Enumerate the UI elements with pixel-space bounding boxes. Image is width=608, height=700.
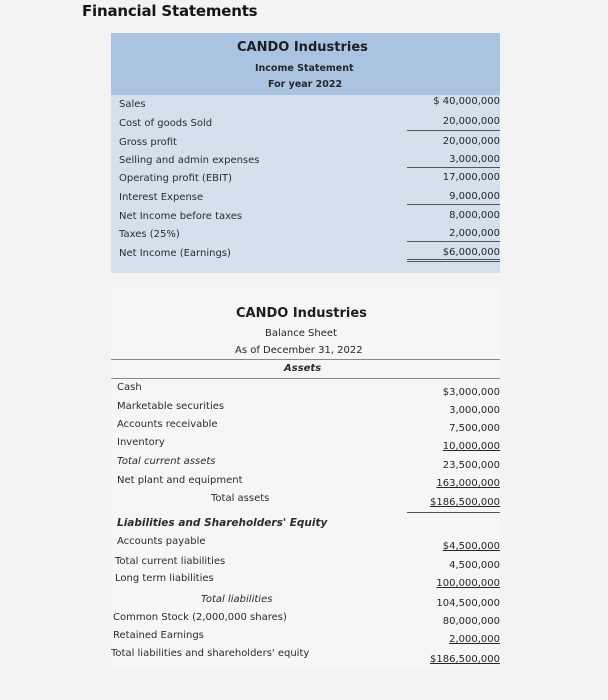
asset-value-total-assets: $186,500,000 <box>430 497 500 508</box>
balance-company-name: CANDO Industries <box>236 306 367 321</box>
balance-header-rule <box>111 359 500 360</box>
income-subtotal-rule <box>407 167 500 168</box>
asset-value-total-current: 23,500,000 <box>442 460 500 471</box>
income-value-net-income: $6,000,000 <box>442 247 500 258</box>
income-value-taxes: 2,000,000 <box>449 228 500 239</box>
income-subtotal-rule <box>407 204 500 205</box>
income-value-ebit: 17,000,000 <box>442 172 500 183</box>
balance-statement-title: Balance Sheet <box>265 328 337 339</box>
asset-value-inventory: 10,000,000 <box>442 441 500 452</box>
income-label-cogs: Cost of goods Sold <box>119 118 213 129</box>
income-value-net-before-tax: 8,000,000 <box>449 210 500 221</box>
income-company-name: CANDO Industries <box>237 40 368 55</box>
equity-label-retained-earnings: Retained Earnings <box>113 630 204 641</box>
total-liab-equity-value: $186,500,000 <box>430 654 500 665</box>
asset-label-net-plant: Net plant and equipment <box>117 475 243 486</box>
income-value-interest: 9,000,000 <box>449 191 500 202</box>
income-value-gross-profit: 20,000,000 <box>442 136 500 147</box>
income-value-sales: $ 40,000,000 <box>433 96 500 107</box>
liabilities-heading: Liabilities and Shareholders' Equity <box>117 517 328 529</box>
income-total-double-rule <box>407 259 500 262</box>
asset-label-total-current: Total current assets <box>117 456 216 467</box>
liab-value-total-liabilities: 104,500,000 <box>436 598 500 609</box>
equity-value-retained-earnings: 2,000,000 <box>449 634 500 645</box>
income-label-selling-admin: Selling and admin expenses <box>119 155 260 166</box>
page-title: Financial Statements <box>82 2 258 20</box>
assets-heading: Assets <box>284 363 322 374</box>
income-subtotal-rule <box>407 241 500 242</box>
asset-label-cash: Cash <box>117 382 142 393</box>
income-label-ebit: Operating profit (EBIT) <box>119 173 232 184</box>
asset-label-total-assets: Total assets <box>211 493 270 504</box>
asset-label-accounts-receivable: Accounts receivable <box>117 419 218 430</box>
asset-value-accounts-receivable: 7,500,000 <box>449 423 500 434</box>
income-label-sales: Sales <box>119 99 146 110</box>
liab-label-total-liabilities: Total liabilities <box>201 594 273 605</box>
income-statement <box>111 33 500 273</box>
liab-value-total-current: 4,500,000 <box>449 560 500 571</box>
income-period: For year 2022 <box>268 79 343 90</box>
income-statement-title: Income Statement <box>255 63 354 74</box>
equity-label-common-stock: Common Stock (2,000,000 shares) <box>113 612 287 623</box>
asset-label-inventory: Inventory <box>117 437 165 448</box>
income-label-gross-profit: Gross profit <box>119 137 177 148</box>
total-liab-equity-label: Total liabilities and shareholders' equity <box>111 648 310 659</box>
asset-label-marketable-securities: Marketable securities <box>117 401 225 412</box>
income-subtotal-rule <box>407 130 500 131</box>
income-label-net-income: Net Income (Earnings) <box>119 248 231 259</box>
income-value-cogs: 20,000,000 <box>442 116 500 127</box>
asset-value-marketable-securities: 3,000,000 <box>449 405 500 416</box>
income-statement-header <box>111 33 500 95</box>
asset-value-cash: $3,000,000 <box>442 387 500 398</box>
income-value-selling-admin: 3,000,000 <box>449 154 500 165</box>
income-label-net-before-tax: Net Income before taxes <box>119 211 243 222</box>
assets-total-double-rule <box>407 512 500 513</box>
balance-date: As of December 31, 2022 <box>235 345 363 356</box>
liab-value-accounts-payable: $4,500,000 <box>442 541 500 552</box>
income-label-interest: Interest Expense <box>119 192 204 203</box>
balance-sheet <box>111 288 500 668</box>
assets-heading-rule <box>111 378 500 379</box>
equity-value-common-stock: 80,000,000 <box>442 616 500 627</box>
asset-value-net-plant: 163,000,000 <box>436 478 500 489</box>
liab-label-total-current: Total current liabilities <box>115 556 226 567</box>
liab-label-accounts-payable: Accounts payable <box>117 536 206 547</box>
liab-label-long-term: Long term liabilities <box>115 573 214 584</box>
liab-value-long-term: 100,000,000 <box>436 578 500 589</box>
income-label-taxes: Taxes (25%) <box>119 229 180 240</box>
